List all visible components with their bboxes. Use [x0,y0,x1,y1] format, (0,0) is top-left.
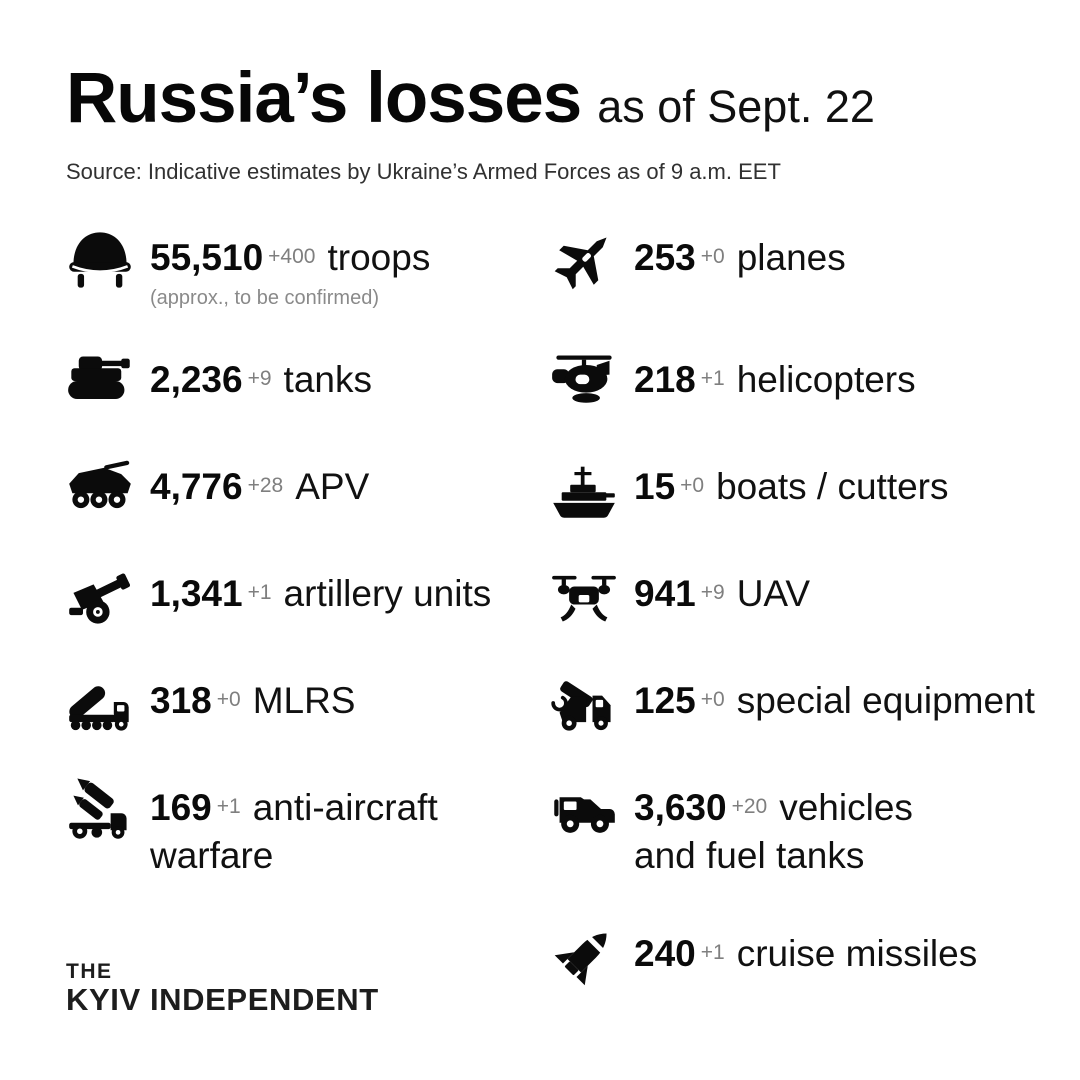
stat-delta: +0 [680,474,705,497]
stat-troops [66,234,550,356]
logo-line-the: THE [66,960,113,983]
stat-text [634,356,916,404]
losses-grid [66,234,1060,1030]
page-subtitle: as of Sept. 22 [597,81,875,132]
stat-line [634,356,916,404]
stat-line [634,463,949,511]
stat-delta: +20 [731,795,768,818]
stat-delta: +9 [247,367,272,390]
stat-line [634,930,977,978]
stat-label: troops [327,237,431,278]
stat-delta: +0 [216,688,241,711]
stat-delta: +9 [700,581,725,604]
stat-line [150,784,438,832]
stat-text [150,677,356,725]
stat-value: 318 [150,680,212,721]
stat-label: APV [295,466,370,507]
stat-delta: +0 [700,245,725,268]
stat-delta: +1 [216,795,241,818]
stat-value: 3,630 [634,787,727,828]
crane-truck-icon [550,669,618,737]
stat-text [150,234,430,310]
boat-icon [550,455,618,523]
stat-delta: +1 [247,581,272,604]
stat-label-line2: warfare [150,835,274,876]
stat-planes [550,234,1060,356]
stat-value: 169 [150,787,212,828]
stat-text [150,784,438,880]
stat-cruise-missiles [550,930,1060,1030]
stat-value: 55,510 [150,237,264,278]
stat-helicopters [550,356,1060,463]
stat-label: cruise missiles [736,933,978,974]
stat-text [150,463,369,511]
title-line [66,58,1040,139]
stat-line [634,234,846,282]
stat-vehicles [550,784,1060,930]
stat-text [150,356,372,404]
stat-anti-aircraft [66,784,550,930]
kyiv-independent-logo [66,960,379,1017]
stat-tanks [66,356,550,463]
stat-text [634,784,913,880]
stat-caption: (approx., to be confirmed) [150,287,379,309]
stat-line [634,677,1035,725]
stat-uav [550,570,1060,677]
stat-label: tanks [283,359,372,400]
stat-line [150,356,372,404]
apv-icon [66,455,134,523]
stat-text [634,463,949,511]
jeep-icon [550,776,618,844]
stat-label: vehicles [779,787,913,828]
stat-delta: +400 [268,245,316,268]
tank-icon [66,348,134,416]
fighter-jet-icon [550,226,618,294]
page-title: Russia’s losses [66,59,582,138]
stat-line [150,234,430,282]
stat-mlrs [66,677,550,784]
stat-line [150,677,356,725]
drone-icon [550,562,618,630]
stat-label-line2: and fuel tanks [634,835,865,876]
stat-value: 2,236 [150,359,243,400]
stat-line [150,570,491,618]
stat-value: 240 [634,933,696,974]
stat-text [634,677,1035,725]
stat-label: UAV [736,573,811,614]
stat-label: anti-aircraft [252,787,438,828]
stat-text [634,930,977,978]
stat-line [634,570,810,618]
stat-value: 4,776 [150,466,243,507]
stat-artillery [66,570,550,677]
stat-delta: +1 [700,367,725,390]
logo-line-name: KYIV INDEPENDENT [66,982,379,1017]
stat-value: 218 [634,359,696,400]
artillery-icon [66,562,134,630]
stat-delta: +1 [700,941,725,964]
helmet-icon [66,226,134,294]
stat-value: 125 [634,680,696,721]
mlrs-icon [66,669,134,737]
stat-text [634,570,810,618]
stat-label: special equipment [736,680,1035,721]
stat-text [634,234,846,282]
stat-label: artillery units [283,573,492,614]
stat-value: 253 [634,237,696,278]
stat-text [150,570,491,618]
stat-delta: +28 [247,474,284,497]
missile-icon [550,922,618,990]
stat-line [150,463,369,511]
stat-label: boats / cutters [716,466,949,507]
source-note: Source: Indicative estimates by Ukraine’s Armed Forces as of 9 a.m. EET [66,159,781,184]
stat-label: planes [736,237,846,278]
stat-value: 941 [634,573,696,614]
helicopter-icon [550,348,618,416]
stat-delta: +0 [700,688,725,711]
stat-apv [66,463,550,570]
anti-aircraft-icon [66,776,134,844]
stat-value: 15 [634,466,676,507]
stat-label: helicopters [736,359,916,400]
stat-boats [550,463,1060,570]
stat-value: 1,341 [150,573,243,614]
stat-special-equipment [550,677,1060,784]
header [66,58,1040,185]
stat-line [634,784,913,832]
stat-label: MLRS [252,680,356,721]
